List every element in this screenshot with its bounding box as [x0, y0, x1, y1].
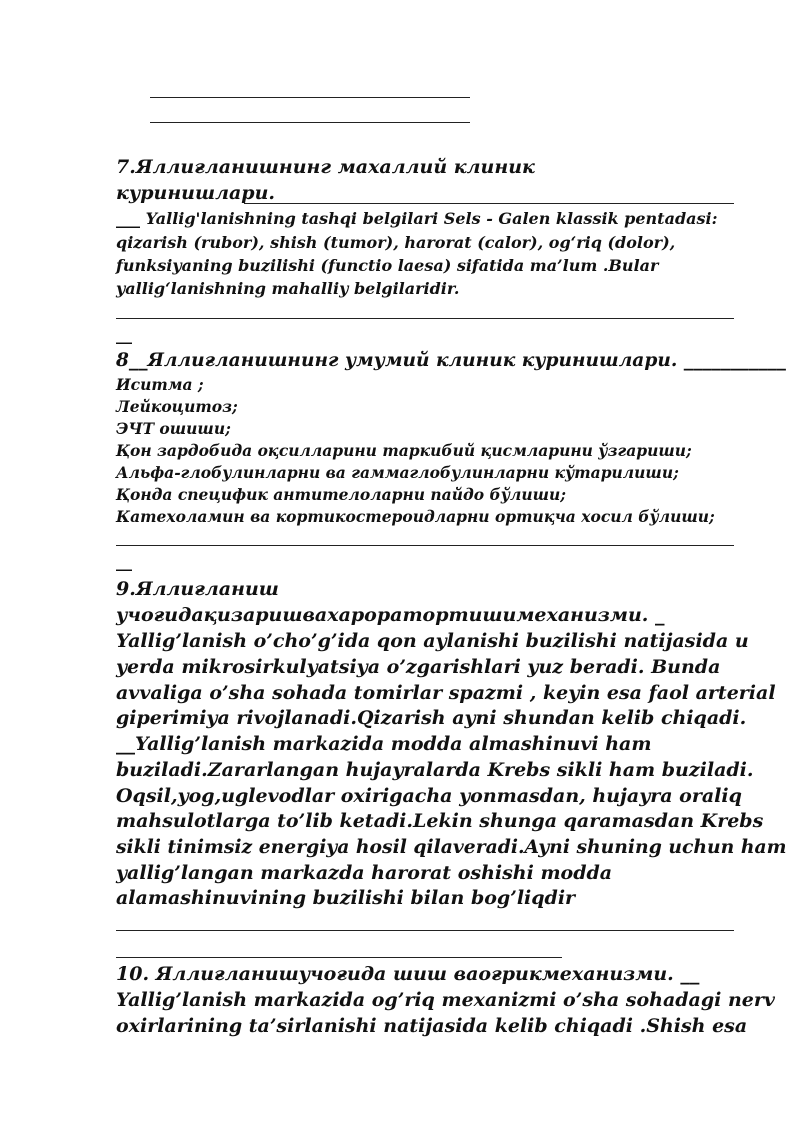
divider-tail: __	[116, 325, 132, 344]
section-7-line: yallig‘lanishning mahalliy belgilaridir.	[116, 279, 460, 298]
section-7-title: 7.Яллиғланишнинг махаллий клиник	[116, 156, 535, 178]
section-10-line: oxirlarining ta’sirlanishi natijasida kelib chiqadi .Shish esa	[116, 1015, 748, 1037]
section-9-line: yallig’langan markazda harorat oshishi modda	[116, 862, 613, 884]
section-8-item: ЭЧТ ошиши;	[116, 419, 231, 438]
section-9-line: alamashinuvining buzilishi bilan bog’liqdir	[116, 887, 576, 909]
section-9-title: 9.Яллиғланиш	[116, 578, 279, 600]
section-8-item: Катехоламин ва кортикостероидларни ортиқча хосил бўлиши;	[116, 507, 715, 526]
section-7-line: ___ Yallig'lanishning tashqi belgilari Sels - Galen klassik pentadasi:	[116, 209, 718, 228]
section-9-line: Yallig’lanish o’cho’g’ida qon aylanishi buzilishi natijasida u	[116, 630, 749, 652]
title-underline	[244, 203, 734, 204]
blank-line	[150, 97, 470, 98]
section-9-title-cont: учоғидақизаришвахароратортишимеханизми. _	[116, 604, 665, 626]
section-8-title: 8__Яллиғланишнинг умумий клиник куринишлари. ___________	[116, 349, 786, 371]
section-8-item: Қон зардобида оқсилларини таркибий қисмларини ўзгариши;	[116, 441, 692, 460]
section-8-item: Альфа-глобулинларни ва гаммаглобулинларни кўтарилиши;	[116, 463, 679, 482]
section-10-line: Yallig’lanish markazida og’riq mexanizmi o’sha sohadagi nerv	[116, 989, 775, 1011]
divider-tail: __	[116, 552, 132, 571]
section-9-line: mahsulotlarga to’lib ketadi.Lekin shunga qaramasdan Krebs	[116, 810, 764, 832]
divider-line	[116, 545, 734, 546]
section-9-line: yerda mikrosirkulyatsiya o’zgarishlari yuz beradi. Bunda	[116, 656, 721, 678]
section-8-item: Лейкоцитоз;	[116, 397, 238, 416]
blank-line	[150, 122, 470, 123]
section-9-line: sikli tinimsiz energiya hosil qilaveradi.Ayni shuning uchun ham	[116, 836, 787, 858]
section-7-line: funksiyaning buzilishi (functio laesa) sifatida ma’lum .Bular	[116, 256, 659, 275]
section-8-item: Иситма ;	[116, 375, 204, 394]
section-8-item: Қонда специфик антителоларни пайдо бўлиши;	[116, 485, 566, 504]
divider-line	[116, 957, 562, 958]
section-9-line: giperimiya rivojlanadi.Qizarish ayni shundan kelib chiqadi.	[116, 707, 747, 729]
section-10-title: 10. Яллиғланишучоғида шиш ваоғрикмеханизми. __	[116, 963, 700, 985]
section-9-line: Oqsil,yog,uglevodlar oxirigacha yonmasdan, hujayra oraliq	[116, 785, 742, 807]
section-9-line: avvaliga o’sha sohada tomirlar spazmi , keyin esa faol arterial	[116, 682, 776, 704]
divider-line	[116, 318, 734, 319]
divider-line	[116, 930, 734, 931]
section-9-line: buziladi.Zararlangan hujayralarda Krebs sikli ham buziladi.	[116, 759, 754, 781]
section-9-line: __Yallig’lanish markazida modda almashinuvi ham	[116, 733, 652, 755]
section-7-line: qizarish (rubor), shish (tumor), harorat (calor), og‘riq (dolor),	[116, 233, 676, 252]
section-7-title-cont: куринишлари.	[116, 182, 276, 204]
